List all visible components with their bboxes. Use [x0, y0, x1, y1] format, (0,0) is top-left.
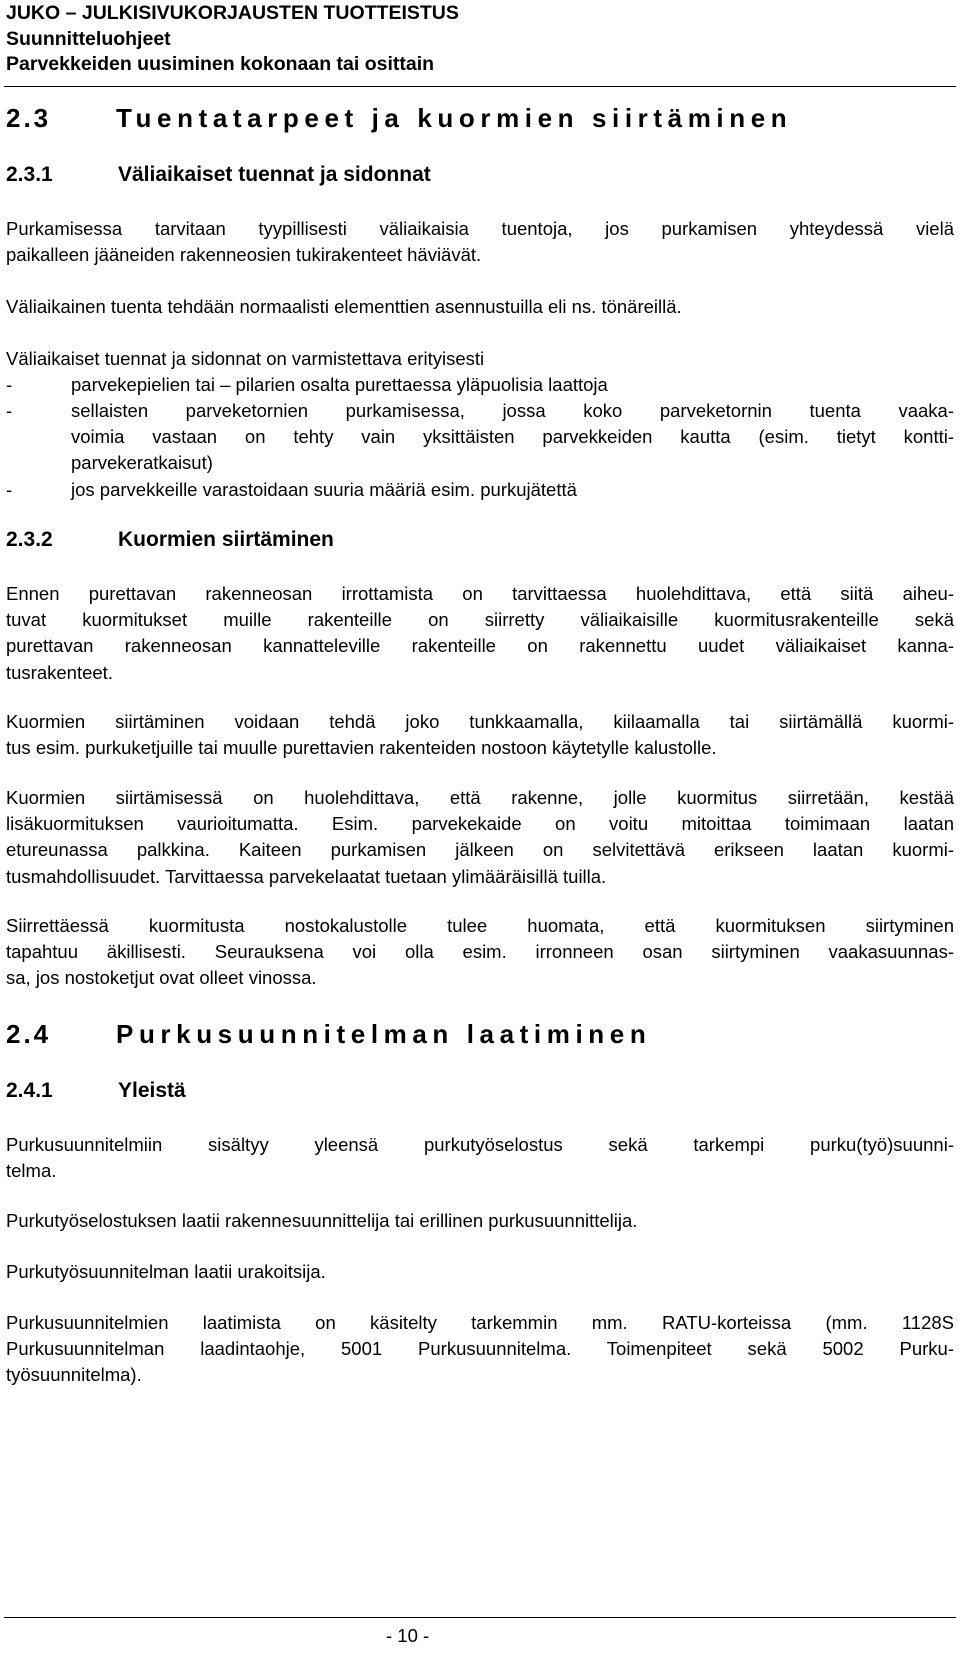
paragraph-line: purettavan rakenneosan kannatteleville rakenteille on rakennettu uudet väliaikaiset kanna-: [6, 635, 954, 657]
list-bullet: -: [6, 374, 13, 395]
list-item: [6, 372, 954, 398]
header-document-type: Suunnitteluohjeet: [6, 28, 171, 50]
list-item-text: jos parvekkeille varastoidaan suuria määriä esim. purkujätettä: [71, 479, 577, 500]
heading-number: 2.4.1: [6, 1079, 53, 1102]
paragraph-line: Väliaikaiset tuennat ja sidonnat on varmistettava erityisesti: [6, 348, 485, 369]
paragraph: [6, 1132, 954, 1184]
list-bullet: -: [6, 479, 13, 500]
list-item: [6, 477, 954, 503]
paragraph-line: Purkusuunnitelman laadintaohje, 5001 Purkusuunnitelma. Toimenpiteet sekä 5002 Purku-: [6, 1338, 954, 1360]
paragraph: [6, 1259, 954, 1285]
paragraph-line: sa, jos nostoketjut ovat olleet vinossa.: [6, 967, 317, 989]
footer-divider: [4, 1617, 956, 1618]
paragraph-line: tusrakenteet.: [6, 661, 113, 683]
paragraph-line: paikalleen jääneiden rakenneosien tukirakenteet häviävät.: [6, 244, 482, 266]
heading-title: Kuormien siirtäminen: [118, 528, 334, 551]
list-item-text-line: parvekeratkaisut): [71, 452, 213, 474]
paragraph-line: Purkutyöselostuksen laatii rakennesuunnittelija tai erillinen purkusuunnittelija.: [6, 1210, 638, 1231]
paragraph: [6, 216, 954, 268]
heading-number: 2.3.1: [6, 163, 53, 186]
paragraph-line: tusmahdollisuudet. Tarvittaessa parvekelaatat tuetaan ylimääräisillä tuilla.: [6, 865, 607, 887]
heading-2-4: [6, 1018, 651, 1050]
paragraph: [6, 1310, 954, 1389]
paragraph: [6, 709, 954, 761]
paragraph-line: Kuormien siirtäminen voidaan tehdä joko tunkkaamalla, kiilaamalla tai siirtämällä kuormi-: [6, 711, 954, 732]
paragraph-line: Purkamisessa tarvitaan tyypillisesti väliaikaisia tuentoja, jos purkamisen yhteydessä vielä: [6, 218, 954, 239]
paragraph: [6, 346, 954, 372]
paragraph-line: Ennen purettavan rakenneosan irrottamista on tarvittaessa huolehdittava, että siitä aiheu-: [6, 583, 954, 604]
paragraph: [6, 581, 954, 686]
list-item-text: parvekepielien tai – pilarien osalta purettaessa yläpuolisia laattoja: [71, 374, 608, 395]
paragraph: [6, 294, 954, 320]
paragraph: [6, 1208, 954, 1234]
heading-2-4-1: [6, 1078, 186, 1104]
paragraph: [6, 913, 954, 992]
list-item-text-line: voimia vastaan on tehty vain yksittäisten parvekkeiden kautta (esim. tietyt kontti-: [71, 426, 954, 448]
heading-number: 2.4: [6, 1019, 52, 1049]
list-item: [6, 398, 954, 477]
heading-number: 2.3: [6, 103, 52, 133]
heading-title: Väliaikaiset tuennat ja sidonnat: [118, 163, 431, 186]
heading-2-3-1: [6, 162, 431, 188]
heading-title: Tuentatarpeet ja kuormien siirtäminen: [116, 103, 793, 133]
paragraph-line: Purkusuunnitelmien laatimista on käsitelty tarkemmin mm. RATU-korteissa (mm. 1128S: [6, 1312, 954, 1333]
paragraph-line: tuvat kuormitukset muille rakenteille on siirretty väliaikaisille kuormitusrakenteille sekä: [6, 609, 954, 631]
header-document-subject: Parvekkeiden uusiminen kokonaan tai osittain: [6, 53, 435, 75]
paragraph: [6, 785, 954, 890]
heading-title: Purkusuunnitelman laatiminen: [116, 1019, 652, 1049]
paragraph-line: tus esim. purkuketjuille tai muulle purettavien rakenteiden nostoon käytetylle kalustolle.: [6, 737, 717, 759]
heading-2-3-2: [6, 527, 334, 553]
page-number: - 10 -: [386, 1625, 430, 1646]
paragraph-line: etureunassa palkkina. Kaiteen purkamisen jälkeen on selvitettävä erikseen laatan kuormi-: [6, 839, 954, 861]
paragraph-line: Purkusuunnitelmiin sisältyy yleensä purkutyöselostus sekä tarkempi purku(työ)suunni-: [6, 1134, 954, 1155]
paragraph-line: lisäkuormituksen vaurioitumatta. Esim. parvekekaide on voitu mitoittaa toimimaan laatan: [6, 813, 954, 835]
heading-title: Yleistä: [118, 1079, 186, 1102]
header-project-title: JUKO – JULKISIVUKORJAUSTEN TUOTTEISTUS: [6, 2, 459, 24]
paragraph-line: Kuormien siirtämisessä on huolehdittava, että rakenne, jolle kuormitus siirretään, kestää: [6, 787, 954, 808]
list-bullet: -: [6, 400, 13, 421]
paragraph-line: tapahtuu äkillisesti. Seurauksena voi olla esim. irronneen osan siirtyminen vaakasuunnas-: [6, 941, 954, 963]
paragraph-line: Väliaikainen tuenta tehdään normaalisti elementtien asennustuilla eli ns. tönäreillä.: [6, 296, 682, 317]
paragraph-line: Purkutyösuunnitelman laatii urakoitsija.: [6, 1261, 326, 1282]
paragraph-line: Siirrettäessä kuormitusta nostokalustolle tulee huomata, että kuormituksen siirtyminen: [6, 915, 954, 936]
paragraph-line: telma.: [6, 1160, 57, 1182]
header-divider: [4, 86, 956, 87]
paragraph-line: työsuunnitelma).: [6, 1364, 142, 1386]
list-item-text-line: sellaisten parveketornien purkamisessa, jossa koko parveketornin tuenta vaaka-: [71, 400, 954, 421]
heading-number: 2.3.2: [6, 528, 53, 551]
heading-2-3: [6, 102, 792, 134]
